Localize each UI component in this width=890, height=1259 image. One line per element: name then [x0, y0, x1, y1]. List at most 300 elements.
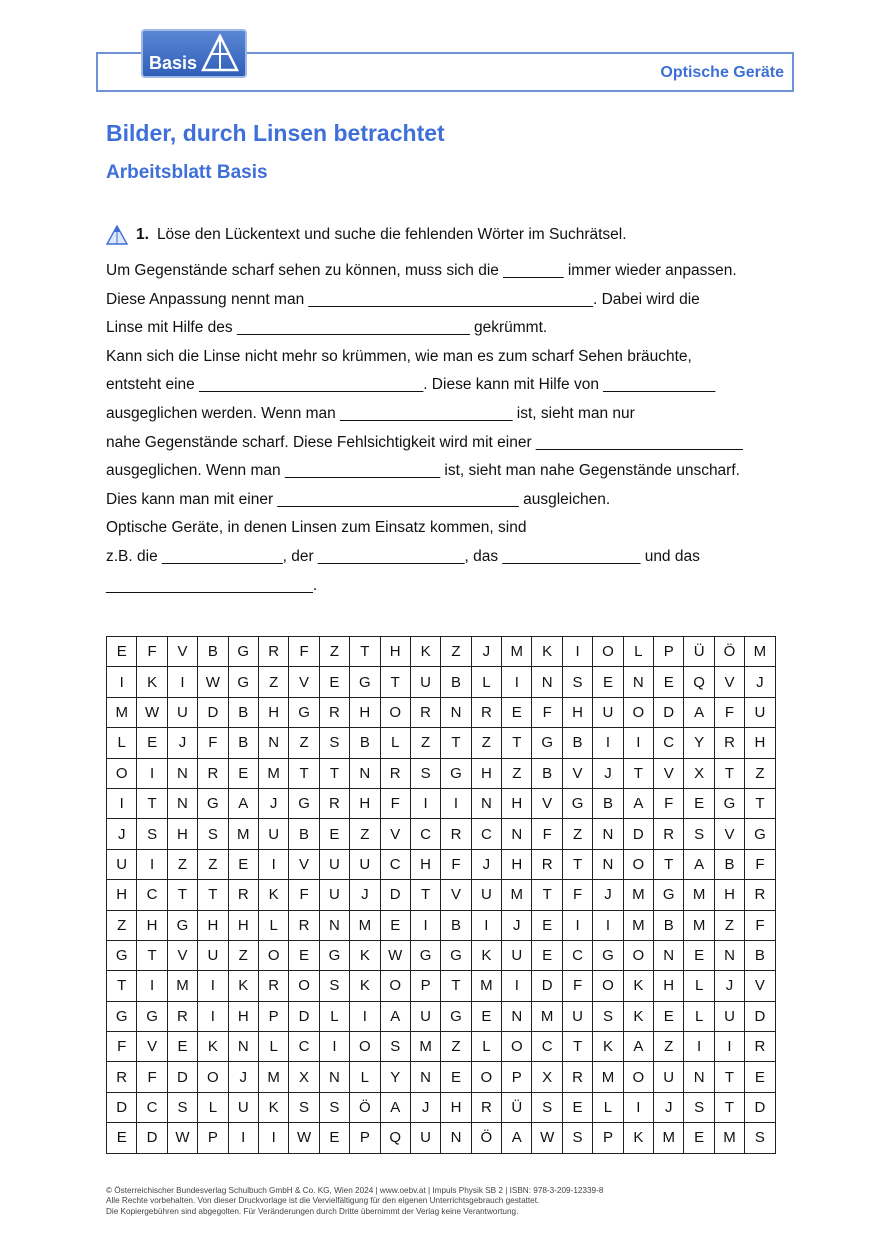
grid-cell[interactable]: Z	[654, 1032, 684, 1062]
grid-cell[interactable]: T	[502, 728, 532, 758]
grid-cell[interactable]: Z	[350, 819, 380, 849]
grid-cell[interactable]: G	[410, 940, 440, 970]
grid-cell[interactable]: R	[167, 1001, 197, 1031]
grid-cell[interactable]: C	[289, 1032, 319, 1062]
grid-cell[interactable]: U	[319, 849, 349, 879]
grid-cell[interactable]: Ü	[684, 637, 714, 667]
grid-cell[interactable]: I	[319, 1032, 349, 1062]
grid-cell[interactable]: R	[258, 971, 288, 1001]
grid-cell[interactable]: E	[228, 758, 258, 788]
grid-cell[interactable]: R	[107, 1062, 137, 1092]
grid-cell[interactable]: U	[471, 880, 501, 910]
grid-cell[interactable]: T	[137, 940, 167, 970]
grid-cell[interactable]: H	[502, 788, 532, 818]
grid-cell[interactable]: V	[562, 758, 592, 788]
grid-cell[interactable]: Ö	[471, 1123, 501, 1153]
grid-cell[interactable]: S	[532, 1092, 562, 1122]
grid-cell[interactable]: U	[319, 880, 349, 910]
grid-cell[interactable]: N	[684, 1062, 714, 1092]
grid-cell[interactable]: R	[562, 1062, 592, 1092]
grid-cell[interactable]: A	[684, 849, 714, 879]
grid-cell[interactable]: B	[350, 728, 380, 758]
grid-cell[interactable]: G	[137, 1001, 167, 1031]
grid-cell[interactable]: C	[471, 819, 501, 849]
grid-cell[interactable]: O	[380, 971, 410, 1001]
grid-cell[interactable]: O	[289, 971, 319, 1001]
grid-cell[interactable]: Z	[562, 819, 592, 849]
grid-cell[interactable]: Z	[167, 849, 197, 879]
grid-cell[interactable]: C	[137, 1092, 167, 1122]
grid-cell[interactable]: G	[289, 697, 319, 727]
grid-cell[interactable]: T	[319, 758, 349, 788]
grid-cell[interactable]: H	[258, 697, 288, 727]
grid-cell[interactable]: T	[532, 880, 562, 910]
grid-cell[interactable]: E	[319, 667, 349, 697]
grid-cell[interactable]: H	[380, 637, 410, 667]
grid-cell[interactable]: N	[593, 819, 623, 849]
grid-cell[interactable]: T	[441, 728, 471, 758]
grid-cell[interactable]: F	[137, 1062, 167, 1092]
grid-cell[interactable]: E	[137, 728, 167, 758]
grid-cell[interactable]: D	[289, 1001, 319, 1031]
grid-cell[interactable]: D	[654, 697, 684, 727]
grid-cell[interactable]: M	[593, 1062, 623, 1092]
grid-cell[interactable]: Q	[684, 667, 714, 697]
grid-cell[interactable]: I	[562, 910, 592, 940]
grid-cell[interactable]: O	[623, 940, 653, 970]
grid-cell[interactable]: Z	[228, 940, 258, 970]
grid-cell[interactable]: L	[319, 1001, 349, 1031]
grid-cell[interactable]: S	[745, 1123, 775, 1153]
grid-cell[interactable]: D	[137, 1123, 167, 1153]
grid-cell[interactable]: Y	[380, 1062, 410, 1092]
grid-cell[interactable]: P	[350, 1123, 380, 1153]
grid-cell[interactable]: D	[167, 1062, 197, 1092]
grid-cell[interactable]: G	[714, 788, 744, 818]
grid-cell[interactable]: I	[258, 1123, 288, 1153]
grid-cell[interactable]: T	[137, 788, 167, 818]
grid-cell[interactable]: J	[714, 971, 744, 1001]
grid-cell[interactable]: K	[471, 940, 501, 970]
grid-cell[interactable]: E	[319, 1123, 349, 1153]
grid-cell[interactable]: E	[532, 910, 562, 940]
grid-cell[interactable]: K	[350, 940, 380, 970]
grid-cell[interactable]: N	[167, 758, 197, 788]
grid-cell[interactable]: L	[471, 667, 501, 697]
grid-cell[interactable]: L	[350, 1062, 380, 1092]
grid-cell[interactable]: H	[441, 1092, 471, 1122]
grid-cell[interactable]: R	[410, 697, 440, 727]
grid-cell[interactable]: C	[137, 880, 167, 910]
grid-cell[interactable]: G	[562, 788, 592, 818]
grid-cell[interactable]: M	[502, 880, 532, 910]
grid-cell[interactable]: S	[198, 819, 228, 849]
grid-cell[interactable]: E	[562, 1092, 592, 1122]
grid-cell[interactable]: R	[198, 758, 228, 788]
grid-cell[interactable]: Z	[107, 910, 137, 940]
grid-cell[interactable]: T	[410, 880, 440, 910]
grid-cell[interactable]: O	[380, 697, 410, 727]
grid-cell[interactable]: T	[714, 1062, 744, 1092]
grid-cell[interactable]: Z	[258, 667, 288, 697]
grid-cell[interactable]: I	[258, 849, 288, 879]
grid-cell[interactable]: S	[684, 819, 714, 849]
grid-cell[interactable]: E	[107, 1123, 137, 1153]
grid-cell[interactable]: F	[714, 697, 744, 727]
grid-cell[interactable]: G	[593, 940, 623, 970]
grid-cell[interactable]: Z	[502, 758, 532, 788]
grid-cell[interactable]: T	[350, 637, 380, 667]
grid-cell[interactable]: O	[623, 697, 653, 727]
grid-cell[interactable]: U	[562, 1001, 592, 1031]
grid-cell[interactable]: U	[593, 697, 623, 727]
grid-cell[interactable]: Z	[441, 1032, 471, 1062]
grid-cell[interactable]: B	[289, 819, 319, 849]
grid-cell[interactable]: M	[654, 1123, 684, 1153]
grid-cell[interactable]: B	[198, 637, 228, 667]
grid-cell[interactable]: S	[593, 1001, 623, 1031]
grid-cell[interactable]: N	[228, 1032, 258, 1062]
grid-cell[interactable]: I	[350, 1001, 380, 1031]
grid-cell[interactable]: M	[410, 1032, 440, 1062]
grid-cell[interactable]: T	[562, 1032, 592, 1062]
grid-cell[interactable]: B	[532, 758, 562, 788]
grid-cell[interactable]: D	[745, 1001, 775, 1031]
grid-cell[interactable]: Ö	[350, 1092, 380, 1122]
grid-cell[interactable]: Z	[441, 637, 471, 667]
grid-cell[interactable]: R	[380, 758, 410, 788]
grid-cell[interactable]: F	[745, 910, 775, 940]
grid-cell[interactable]: F	[137, 637, 167, 667]
grid-cell[interactable]: K	[258, 1092, 288, 1122]
grid-cell[interactable]: L	[380, 728, 410, 758]
grid-cell[interactable]: S	[319, 1092, 349, 1122]
grid-cell[interactable]: H	[137, 910, 167, 940]
grid-cell[interactable]: V	[289, 849, 319, 879]
grid-cell[interactable]: Z	[745, 758, 775, 788]
grid-cell[interactable]: G	[441, 940, 471, 970]
grid-cell[interactable]: M	[471, 971, 501, 1001]
grid-cell[interactable]: H	[228, 910, 258, 940]
grid-cell[interactable]: L	[684, 971, 714, 1001]
grid-cell[interactable]: X	[289, 1062, 319, 1092]
grid-cell[interactable]: D	[198, 697, 228, 727]
grid-cell[interactable]: Q	[380, 1123, 410, 1153]
grid-cell[interactable]: G	[654, 880, 684, 910]
grid-cell[interactable]: O	[593, 971, 623, 1001]
grid-cell[interactable]: K	[593, 1032, 623, 1062]
grid-cell[interactable]: L	[593, 1092, 623, 1122]
grid-cell[interactable]: D	[380, 880, 410, 910]
grid-cell[interactable]: J	[228, 1062, 258, 1092]
grid-cell[interactable]: K	[623, 1123, 653, 1153]
grid-cell[interactable]: H	[714, 880, 744, 910]
grid-cell[interactable]: E	[593, 667, 623, 697]
grid-cell[interactable]: G	[289, 788, 319, 818]
grid-cell[interactable]: O	[258, 940, 288, 970]
grid-cell[interactable]: X	[532, 1062, 562, 1092]
grid-cell[interactable]: J	[471, 849, 501, 879]
grid-cell[interactable]: I	[107, 667, 137, 697]
grid-cell[interactable]: D	[532, 971, 562, 1001]
grid-cell[interactable]: I	[410, 788, 440, 818]
grid-cell[interactable]: E	[684, 1123, 714, 1153]
grid-cell[interactable]: F	[441, 849, 471, 879]
grid-cell[interactable]: W	[532, 1123, 562, 1153]
grid-cell[interactable]: R	[319, 788, 349, 818]
grid-cell[interactable]: H	[350, 697, 380, 727]
grid-cell[interactable]: A	[380, 1001, 410, 1031]
grid-cell[interactable]: J	[502, 910, 532, 940]
grid-cell[interactable]: E	[107, 637, 137, 667]
grid-cell[interactable]: V	[745, 971, 775, 1001]
grid-cell[interactable]: P	[654, 637, 684, 667]
grid-cell[interactable]: E	[289, 940, 319, 970]
grid-cell[interactable]: N	[441, 1123, 471, 1153]
grid-cell[interactable]: R	[714, 728, 744, 758]
grid-cell[interactable]: W	[198, 667, 228, 697]
grid-cell[interactable]: R	[745, 880, 775, 910]
grid-cell[interactable]: V	[167, 637, 197, 667]
grid-cell[interactable]: K	[623, 971, 653, 1001]
grid-cell[interactable]: G	[228, 637, 258, 667]
grid-cell[interactable]: S	[319, 971, 349, 1001]
grid-cell[interactable]: O	[198, 1062, 228, 1092]
grid-cell[interactable]: S	[289, 1092, 319, 1122]
grid-cell[interactable]: L	[623, 637, 653, 667]
grid-cell[interactable]: G	[107, 940, 137, 970]
grid-cell[interactable]: E	[319, 819, 349, 849]
grid-cell[interactable]: K	[623, 1001, 653, 1031]
grid-cell[interactable]: I	[684, 1032, 714, 1062]
grid-cell[interactable]: E	[654, 667, 684, 697]
grid-cell[interactable]: H	[198, 910, 228, 940]
grid-cell[interactable]: U	[228, 1092, 258, 1122]
grid-cell[interactable]: H	[745, 728, 775, 758]
grid-cell[interactable]: E	[228, 849, 258, 879]
grid-cell[interactable]: E	[654, 1001, 684, 1031]
grid-cell[interactable]: V	[380, 819, 410, 849]
grid-cell[interactable]: U	[502, 940, 532, 970]
grid-cell[interactable]: Z	[471, 728, 501, 758]
grid-cell[interactable]: H	[107, 880, 137, 910]
grid-cell[interactable]: M	[258, 1062, 288, 1092]
grid-cell[interactable]: M	[623, 910, 653, 940]
grid-cell[interactable]: Y	[684, 728, 714, 758]
grid-cell[interactable]: R	[654, 819, 684, 849]
grid-cell[interactable]: C	[380, 849, 410, 879]
grid-cell[interactable]: G	[228, 667, 258, 697]
grid-cell[interactable]: B	[441, 667, 471, 697]
grid-cell[interactable]: N	[441, 697, 471, 727]
grid-cell[interactable]: G	[441, 758, 471, 788]
grid-cell[interactable]: K	[532, 637, 562, 667]
grid-cell[interactable]: A	[228, 788, 258, 818]
grid-cell[interactable]: O	[502, 1032, 532, 1062]
grid-cell[interactable]: A	[623, 788, 653, 818]
grid-cell[interactable]: T	[714, 1092, 744, 1122]
grid-cell[interactable]: F	[562, 971, 592, 1001]
grid-cell[interactable]: E	[502, 697, 532, 727]
grid-cell[interactable]: A	[380, 1092, 410, 1122]
grid-cell[interactable]: G	[350, 667, 380, 697]
grid-cell[interactable]: E	[441, 1062, 471, 1092]
grid-cell[interactable]: S	[380, 1032, 410, 1062]
grid-cell[interactable]: A	[623, 1032, 653, 1062]
grid-cell[interactable]: L	[258, 1032, 288, 1062]
grid-cell[interactable]: B	[562, 728, 592, 758]
grid-cell[interactable]: I	[441, 788, 471, 818]
grid-cell[interactable]: I	[623, 728, 653, 758]
grid-cell[interactable]: B	[228, 728, 258, 758]
grid-cell[interactable]: R	[471, 697, 501, 727]
grid-cell[interactable]: N	[319, 1062, 349, 1092]
grid-cell[interactable]: J	[593, 880, 623, 910]
grid-cell[interactable]: F	[562, 880, 592, 910]
grid-cell[interactable]: J	[471, 637, 501, 667]
grid-cell[interactable]: M	[258, 758, 288, 788]
grid-cell[interactable]: R	[258, 637, 288, 667]
grid-cell[interactable]: V	[441, 880, 471, 910]
grid-cell[interactable]: F	[198, 728, 228, 758]
grid-cell[interactable]: I	[137, 849, 167, 879]
grid-cell[interactable]: Z	[198, 849, 228, 879]
grid-cell[interactable]: M	[714, 1123, 744, 1153]
grid-cell[interactable]: K	[258, 880, 288, 910]
grid-cell[interactable]: I	[593, 728, 623, 758]
grid-cell[interactable]: P	[258, 1001, 288, 1031]
grid-cell[interactable]: C	[654, 728, 684, 758]
grid-cell[interactable]: U	[410, 667, 440, 697]
grid-cell[interactable]: Ü	[502, 1092, 532, 1122]
grid-cell[interactable]: I	[137, 758, 167, 788]
grid-cell[interactable]: M	[107, 697, 137, 727]
grid-cell[interactable]: H	[502, 849, 532, 879]
grid-cell[interactable]: I	[198, 1001, 228, 1031]
grid-cell[interactable]: H	[410, 849, 440, 879]
grid-cell[interactable]: O	[623, 1062, 653, 1092]
grid-cell[interactable]: E	[684, 940, 714, 970]
grid-cell[interactable]: W	[289, 1123, 319, 1153]
grid-cell[interactable]: S	[410, 758, 440, 788]
grid-cell[interactable]: S	[167, 1092, 197, 1122]
grid-cell[interactable]: T	[107, 971, 137, 1001]
grid-cell[interactable]: I	[471, 910, 501, 940]
grid-cell[interactable]: T	[289, 758, 319, 788]
grid-cell[interactable]: F	[654, 788, 684, 818]
grid-cell[interactable]: B	[654, 910, 684, 940]
grid-cell[interactable]: H	[228, 1001, 258, 1031]
grid-cell[interactable]: T	[167, 880, 197, 910]
grid-cell[interactable]: N	[471, 788, 501, 818]
grid-cell[interactable]: H	[654, 971, 684, 1001]
grid-cell[interactable]: J	[107, 819, 137, 849]
grid-cell[interactable]: M	[684, 910, 714, 940]
grid-cell[interactable]: L	[684, 1001, 714, 1031]
grid-cell[interactable]: T	[380, 667, 410, 697]
grid-cell[interactable]: I	[562, 637, 592, 667]
grid-cell[interactable]: G	[107, 1001, 137, 1031]
grid-cell[interactable]: S	[562, 1123, 592, 1153]
grid-cell[interactable]: N	[623, 667, 653, 697]
grid-cell[interactable]: L	[258, 910, 288, 940]
grid-cell[interactable]: J	[350, 880, 380, 910]
grid-cell[interactable]: J	[258, 788, 288, 818]
grid-cell[interactable]: S	[684, 1092, 714, 1122]
grid-cell[interactable]: B	[441, 910, 471, 940]
grid-cell[interactable]: N	[593, 849, 623, 879]
grid-cell[interactable]: D	[623, 819, 653, 849]
grid-cell[interactable]: G	[745, 819, 775, 849]
grid-cell[interactable]: U	[714, 1001, 744, 1031]
grid-cell[interactable]: M	[167, 971, 197, 1001]
grid-cell[interactable]: U	[350, 849, 380, 879]
grid-cell[interactable]: G	[319, 940, 349, 970]
grid-cell[interactable]: G	[532, 728, 562, 758]
grid-cell[interactable]: G	[198, 788, 228, 818]
grid-cell[interactable]: R	[289, 910, 319, 940]
grid-cell[interactable]: I	[137, 971, 167, 1001]
grid-cell[interactable]: J	[167, 728, 197, 758]
grid-cell[interactable]: L	[198, 1092, 228, 1122]
grid-cell[interactable]: B	[593, 788, 623, 818]
grid-cell[interactable]: V	[654, 758, 684, 788]
grid-cell[interactable]: B	[745, 940, 775, 970]
grid-cell[interactable]: R	[745, 1032, 775, 1062]
grid-cell[interactable]: O	[593, 637, 623, 667]
grid-cell[interactable]: F	[289, 637, 319, 667]
grid-cell[interactable]: X	[684, 758, 714, 788]
grid-cell[interactable]: V	[714, 667, 744, 697]
grid-cell[interactable]: F	[745, 849, 775, 879]
grid-cell[interactable]: O	[623, 849, 653, 879]
grid-cell[interactable]: U	[258, 819, 288, 849]
grid-cell[interactable]: W	[137, 697, 167, 727]
grid-cell[interactable]: R	[319, 697, 349, 727]
grid-cell[interactable]: B	[228, 697, 258, 727]
grid-cell[interactable]: T	[562, 849, 592, 879]
grid-cell[interactable]: C	[562, 940, 592, 970]
grid-cell[interactable]: M	[684, 880, 714, 910]
grid-cell[interactable]: Z	[289, 728, 319, 758]
grid-cell[interactable]: T	[623, 758, 653, 788]
grid-cell[interactable]: U	[745, 697, 775, 727]
grid-cell[interactable]: I	[410, 910, 440, 940]
grid-cell[interactable]: V	[532, 788, 562, 818]
grid-cell[interactable]: T	[198, 880, 228, 910]
grid-cell[interactable]: C	[532, 1032, 562, 1062]
grid-cell[interactable]: N	[410, 1062, 440, 1092]
grid-cell[interactable]: N	[714, 940, 744, 970]
grid-cell[interactable]: R	[532, 849, 562, 879]
grid-cell[interactable]: I	[502, 971, 532, 1001]
grid-cell[interactable]: F	[380, 788, 410, 818]
grid-cell[interactable]: I	[167, 667, 197, 697]
grid-cell[interactable]: F	[532, 819, 562, 849]
grid-cell[interactable]: T	[654, 849, 684, 879]
grid-cell[interactable]: N	[654, 940, 684, 970]
grid-cell[interactable]: U	[107, 849, 137, 879]
grid-cell[interactable]: A	[502, 1123, 532, 1153]
grid-cell[interactable]: E	[380, 910, 410, 940]
grid-cell[interactable]: N	[502, 1001, 532, 1031]
grid-cell[interactable]: I	[593, 910, 623, 940]
grid-cell[interactable]: U	[198, 940, 228, 970]
grid-cell[interactable]: O	[471, 1062, 501, 1092]
grid-cell[interactable]: E	[471, 1001, 501, 1031]
grid-cell[interactable]: I	[107, 788, 137, 818]
grid-cell[interactable]: J	[745, 667, 775, 697]
